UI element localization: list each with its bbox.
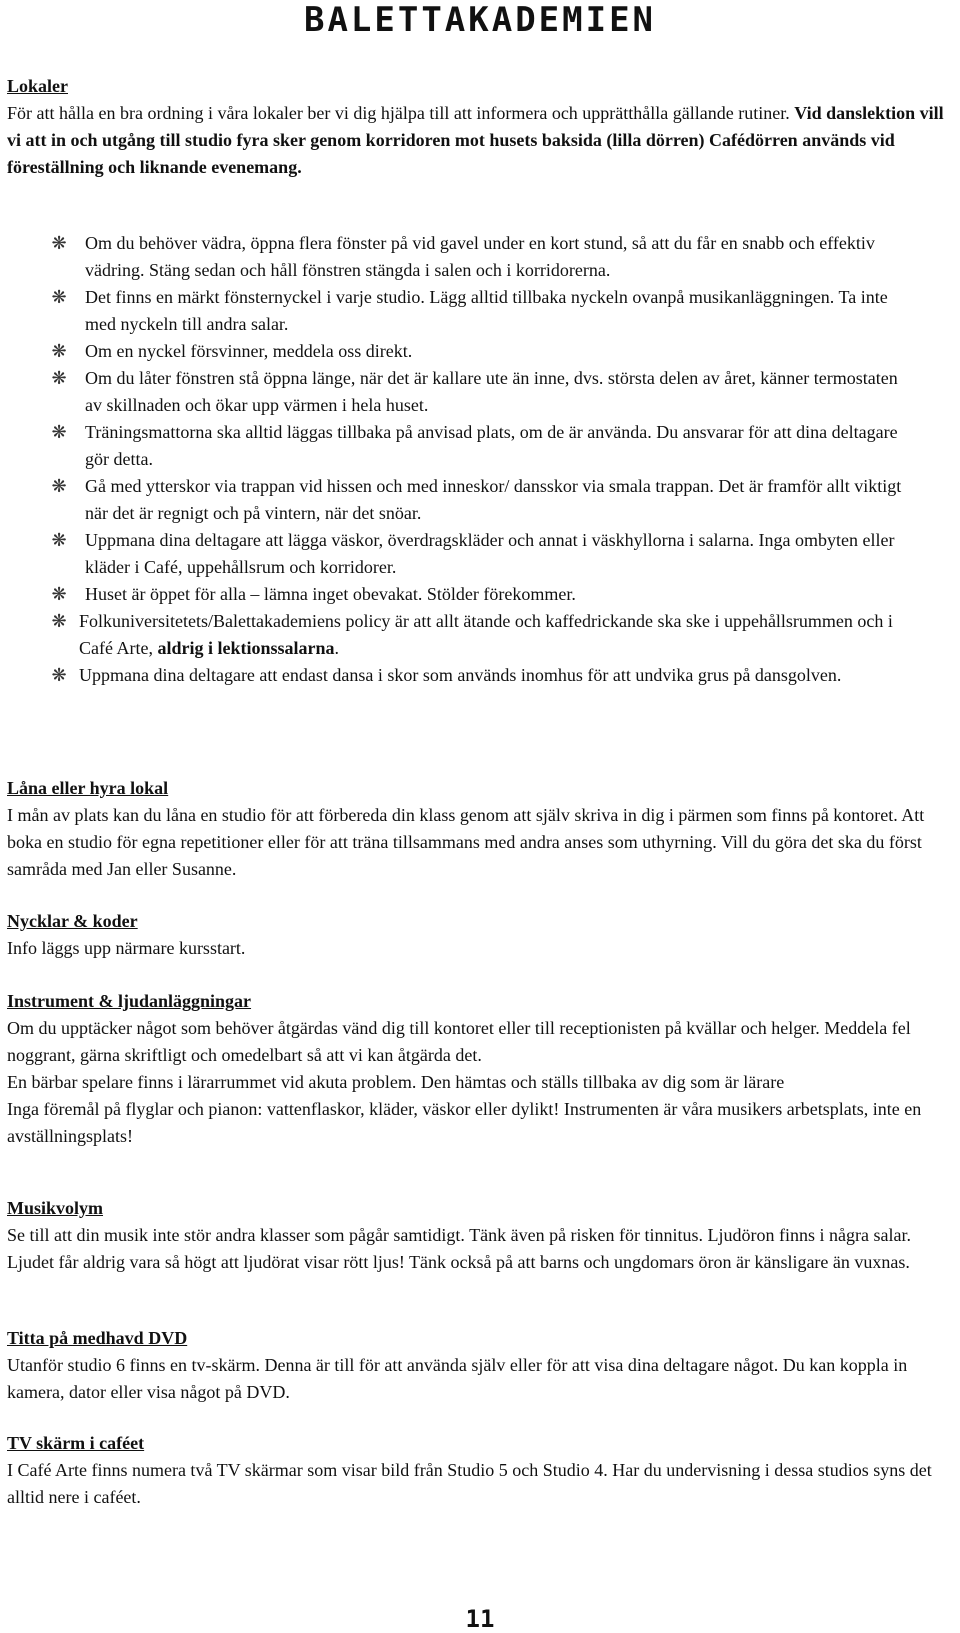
bullet-asterisk-icon: ❋	[51, 368, 67, 389]
bullet-item	[7, 581, 907, 608]
bullet-text: Gå med ytterskor via trappan vid hissen och med inneskor/ dansskor via smala trappan. Det är framför allt viktigt när det är regnigt och på vintern, när det snöar.	[85, 476, 902, 523]
bullet-text: Om en nyckel försvinner, meddela oss direkt.	[85, 341, 413, 361]
bullet-text-end: .	[334, 638, 339, 658]
bullet-asterisk-icon: ❋	[51, 422, 67, 443]
heading-dvd: Titta på medhavd DVD	[7, 1328, 188, 1348]
section-dvd	[7, 1325, 955, 1406]
bullet-item	[7, 527, 907, 581]
bullet-asterisk-icon: ❋	[51, 611, 67, 632]
lokaler-intro-plain: För att hålla en bra ordning i våra lokaler ber vi dig hjälpa till att informera och upprätthålla gällande rutiner.	[7, 103, 795, 123]
bullet-item	[7, 230, 907, 284]
bullet-text: Uppmana dina deltagare att lägga väskor, överdragskläder och annat i väskhyllorna i salarna. Inga ombyten eller kläder i Café, uppehållsrum och korridorer.	[85, 530, 895, 577]
musikvolym-text: Se till att din musik inte stör andra klasser som pågår samtidigt. Tänk även på risken för tinnitus. Ljudöron finns i några salar. Ljudet får aldrig vara så högt att ljudörat visar rött ljus! Tänk också på att barns och ungdomars öron är känsligare än vuxnas.	[7, 1225, 911, 1272]
bullet-item	[7, 284, 907, 338]
heading-musikvolym: Musikvolym	[7, 1198, 104, 1218]
heading-tv: TV skärm i caféet	[7, 1433, 145, 1453]
section-musikvolym	[7, 1195, 955, 1276]
bullet-item	[7, 419, 907, 473]
bullet-text: Huset är öppet för alla – lämna inget obevakat. Stölder förekommer.	[85, 584, 576, 604]
page-title: BALETTAKADEMIEN	[303, 0, 657, 40]
lokaler-bullet-list	[7, 230, 907, 689]
bullet-item	[7, 662, 907, 689]
tv-text: I Café Arte finns numera två TV skärmar som visar bild från Studio 5 och Studio 4. Har du undervisning i dessa studios syns det alltid nere i caféet.	[7, 1460, 932, 1507]
section-instrument	[7, 988, 955, 1150]
bullet-text: Träningsmattorna ska alltid läggas tillbaka på anvisad plats, om de är använda. Du ansvarar för att dina deltagare gör detta.	[85, 422, 898, 469]
bullet-item	[7, 365, 907, 419]
bullet-asterisk-icon: ❋	[51, 530, 67, 551]
lana-text: I mån av plats kan du låna en studio för att förbereda din klass genom att själv skriva in dig i pärmen som finns på kontoret. Att boka en studio för egna repetitioner eller för att träna tillsammans med andra anses som uthyrning. Vill du göra det ska du först samråda med Jan eller Susanne.	[7, 805, 925, 879]
bullet-asterisk-icon: ❋	[51, 233, 67, 254]
bullet-asterisk-icon: ❋	[51, 476, 67, 497]
section-nycklar	[7, 908, 955, 962]
bullet-asterisk-icon: ❋	[51, 341, 67, 362]
bullet-item-policy	[7, 608, 907, 662]
heading-nycklar: Nycklar & koder	[7, 911, 138, 931]
section-lana	[7, 775, 955, 883]
lokaler-intro-bold: Vid danslektion vill vi att in och utgång till studio fyra sker genom korridoren mot husets baksida (lilla dörren) Cafédörren används vid föreställning och liknande evenemang.	[7, 103, 944, 177]
nycklar-text: Info läggs upp närmare kursstart.	[7, 938, 246, 958]
heading-lana: Låna eller hyra lokal	[7, 778, 169, 798]
instrument-p2: En bärbar spelare finns i lärarrummet vid akuta problem. Den hämtas och ställs tillbaka av dig som är lärare	[7, 1072, 785, 1092]
section-lokaler	[7, 73, 955, 181]
bullet-asterisk-icon: ❋	[51, 584, 67, 605]
bullet-asterisk-icon: ❋	[51, 287, 67, 308]
page-number: 11	[465, 1605, 495, 1633]
lokaler-intro	[7, 100, 955, 181]
bullet-item	[7, 338, 907, 365]
dvd-text: Utanför studio 6 finns en tv-skärm. Denna är till för att använda själv eller för att visa dina deltagare något. Du kan koppla in kamera, dator eller visa något på DVD.	[7, 1355, 908, 1402]
heading-instrument: Instrument & ljudanläggningar	[7, 991, 252, 1011]
bullet-text: Om du låter fönstren stå öppna länge, när det är kallare ute än inne, dvs. största delen av året, känner termostaten av skillnaden och ökar upp värmen i hela huset.	[85, 368, 898, 415]
heading-lokaler: Lokaler	[7, 76, 68, 96]
bullet-asterisk-icon: ❋	[51, 665, 67, 686]
section-tv	[7, 1430, 955, 1511]
instrument-p1: Om du upptäcker något som behöver åtgärdas vänd dig till kontoret eller till receptionisten på kvällar och helger. Meddela fel noggrant, gärna skriftligt och omedelbart så att vi kan åtgärda det.	[7, 1018, 911, 1065]
bullet-item	[7, 473, 907, 527]
bullet-text: Om du behöver vädra, öppna flera fönster på vid gavel under en kort stund, så att du får en snabb och effektiv vädring. Stäng sedan och håll fönstren stängda i salen och i korridorerna.	[85, 233, 875, 280]
instrument-p3: Inga föremål på flyglar och pianon: vattenflaskor, kläder, väskor eller dylikt! Instrumenten är våra musikers arbetsplats, inte en avställningsplats!	[7, 1099, 922, 1146]
bullet-text: Folkuniversitetets/Balettakademiens policy är att allt ätande och kaffedrickande ska ske i uppehållsrummen och i Café Arte,	[79, 611, 893, 658]
bullet-text: Uppmana dina deltagare att endast dansa i skor som används inomhus för att undvika grus på dansgolven.	[79, 665, 842, 685]
bullet-text-bold: aldrig i lektionssalarna	[157, 638, 335, 658]
bullet-text: Det finns en märkt fönsternyckel i varje studio. Lägg alltid tillbaka nyckeln ovanpå musikanläggningen. Ta inte med nyckeln till andra salar.	[85, 287, 888, 334]
